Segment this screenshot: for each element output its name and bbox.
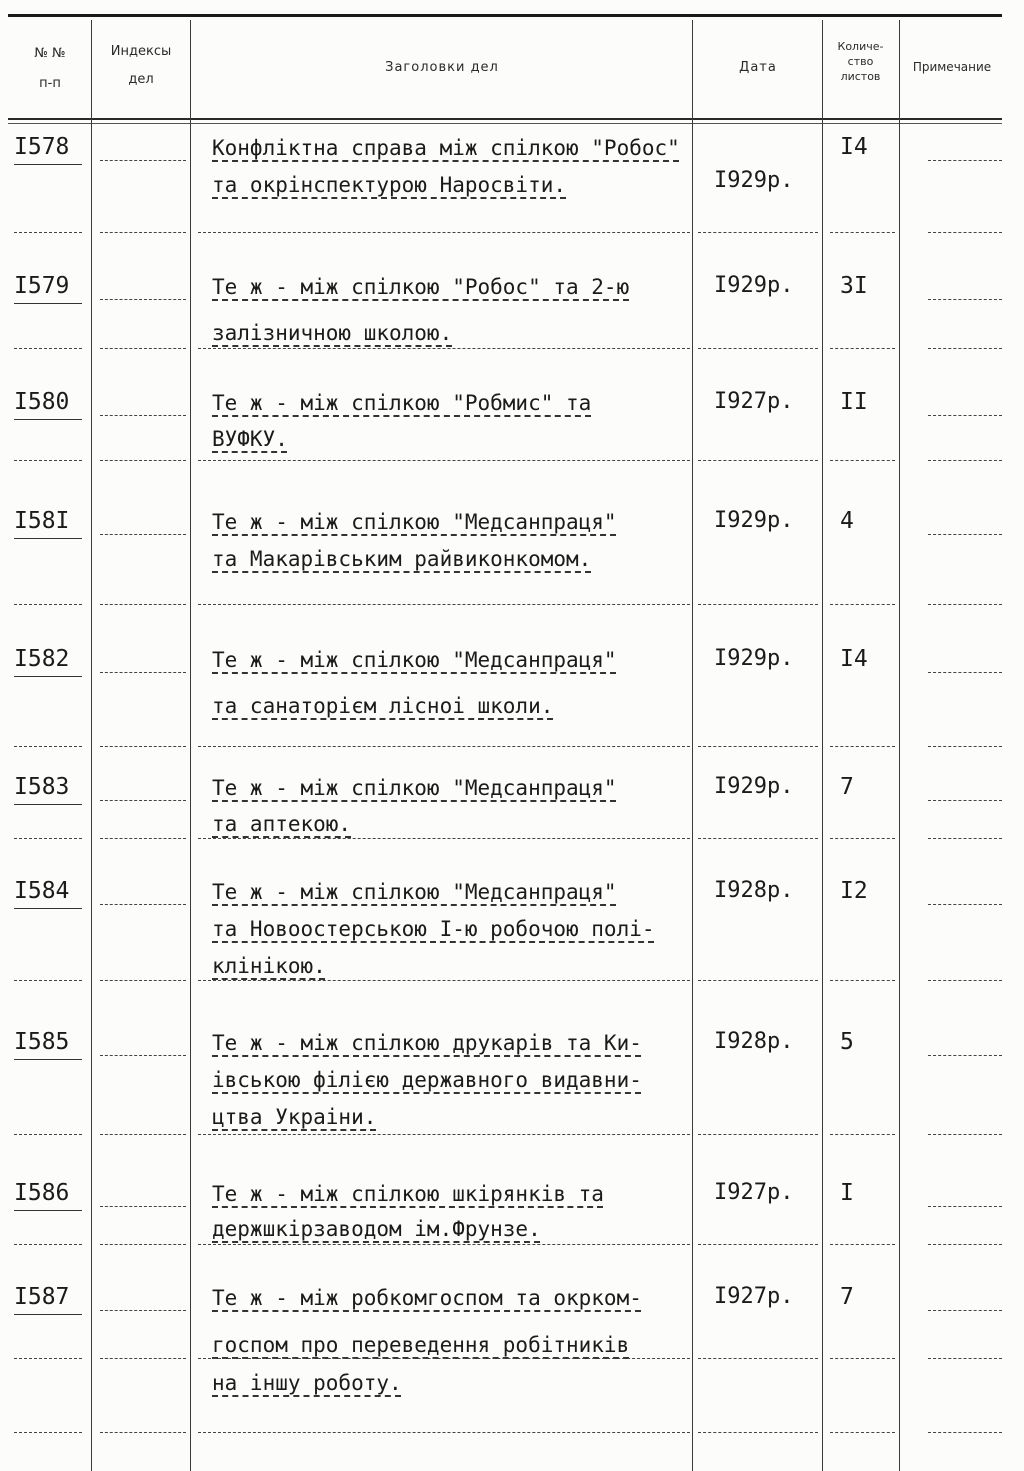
row-title-line: iвською фiлiєю державного видавни- bbox=[212, 1068, 642, 1092]
row-sheet-count: I2 bbox=[840, 878, 868, 904]
row-title-line: Те ж - мiж спiлкою друкарiв та Ки- bbox=[212, 1031, 642, 1055]
ruling-line bbox=[100, 1432, 186, 1433]
row-number: I583 bbox=[14, 774, 70, 800]
ruling-line bbox=[698, 460, 818, 461]
row-title-line: Те ж - мiж спiлкою "Робмис" та bbox=[212, 391, 592, 415]
ruling-line bbox=[198, 746, 690, 747]
ruling-line bbox=[14, 460, 82, 461]
ruling-line bbox=[928, 534, 1002, 535]
ruling-line bbox=[928, 904, 1002, 905]
row-date: I929р. bbox=[714, 508, 794, 533]
header-num-line1: № № bbox=[34, 46, 66, 61]
ruling-line bbox=[928, 1310, 1002, 1311]
header-index-line1: Индексы bbox=[110, 44, 172, 59]
ruling-line bbox=[928, 838, 1002, 839]
ruling-line bbox=[698, 232, 818, 233]
ruling-line bbox=[830, 838, 895, 839]
column-divider-date bbox=[822, 20, 823, 1471]
ruling-line bbox=[198, 348, 690, 349]
ruling-line bbox=[928, 1055, 1002, 1056]
ruling-line bbox=[830, 460, 895, 461]
ruling-line bbox=[100, 1055, 186, 1056]
ruling-line bbox=[14, 348, 82, 349]
row-title-line: на iншу роботу. bbox=[212, 1371, 402, 1395]
ruling-line bbox=[100, 415, 186, 416]
ruling-line bbox=[100, 1134, 186, 1135]
ruling-line bbox=[928, 604, 1002, 605]
header-index-line2: дел bbox=[128, 71, 154, 87]
ruling-line bbox=[698, 1244, 818, 1245]
ruling-line bbox=[14, 164, 82, 165]
ruling-line bbox=[14, 1432, 82, 1433]
ruling-line bbox=[14, 1244, 82, 1245]
row-date: I929р. bbox=[714, 273, 794, 298]
row-date: I928р. bbox=[714, 878, 794, 903]
row-title-line: та окрiнспектурою Наросвiти. bbox=[212, 173, 567, 197]
ruling-line bbox=[198, 1358, 690, 1359]
row-title-line: Конфлiктна справа мiж спiлкою "Робос" bbox=[212, 136, 680, 160]
row-title-line: Те ж - мiж спiлкою "Медсанпраця" bbox=[212, 880, 617, 904]
ruling-line bbox=[100, 232, 186, 233]
ruling-line bbox=[830, 604, 895, 605]
ruling-line bbox=[928, 1432, 1002, 1433]
ruling-line bbox=[928, 232, 1002, 233]
row-title-line: Те ж - мiж спiлкою "Робос" та 2-ю bbox=[212, 275, 630, 299]
ruling-line bbox=[100, 299, 186, 300]
ruling-line bbox=[698, 980, 818, 981]
row-title-line: та санаторiєм лiсноi школи. bbox=[212, 694, 554, 718]
header-index bbox=[94, 42, 188, 89]
ruling-line bbox=[14, 1358, 82, 1359]
header-titles: Заголовки дел bbox=[385, 60, 499, 75]
row-sheet-count: 7 bbox=[840, 774, 854, 800]
ruling-line bbox=[928, 1244, 1002, 1245]
row-sheet-count: II bbox=[840, 389, 868, 415]
ruling-line bbox=[830, 1432, 895, 1433]
ruling-line bbox=[14, 838, 82, 839]
row-date: I929р. bbox=[714, 168, 794, 193]
header-bottom-border bbox=[8, 118, 1002, 120]
ruling-line bbox=[830, 1358, 895, 1359]
ruling-line bbox=[14, 746, 82, 747]
ruling-line bbox=[928, 415, 1002, 416]
ruling-line bbox=[830, 980, 895, 981]
row-number: I580 bbox=[14, 389, 70, 415]
table-top-border bbox=[8, 14, 1002, 17]
ruling-line bbox=[14, 604, 82, 605]
ruling-line bbox=[928, 1206, 1002, 1207]
ruling-line bbox=[14, 419, 82, 420]
row-date: I929р. bbox=[714, 774, 794, 799]
row-number: I584 bbox=[14, 878, 70, 904]
column-divider-index bbox=[190, 20, 191, 1471]
ruling-line bbox=[928, 299, 1002, 300]
row-sheet-count: 3I bbox=[840, 273, 868, 299]
ruling-line bbox=[928, 460, 1002, 461]
row-title-line: держшкiрзаводом iм.Фрунзе. bbox=[212, 1217, 541, 1241]
ruling-line bbox=[198, 1134, 690, 1135]
ruling-line bbox=[830, 1244, 895, 1245]
ruling-line bbox=[198, 460, 690, 461]
row-title-line: Те ж - мiж спiлкою "Медсанпраця" bbox=[212, 510, 617, 534]
row-title-line: залiзничною школою. bbox=[212, 321, 453, 345]
ruling-line bbox=[198, 838, 690, 839]
row-number: I578 bbox=[14, 134, 70, 160]
row-date: I927р. bbox=[714, 389, 794, 414]
ruling-line bbox=[830, 232, 895, 233]
ruling-line bbox=[100, 1206, 186, 1207]
ruling-line bbox=[830, 746, 895, 747]
ruling-line bbox=[100, 534, 186, 535]
ruling-line bbox=[14, 303, 82, 304]
ruling-line bbox=[14, 538, 82, 539]
column-divider-title bbox=[692, 20, 693, 1471]
row-sheet-count: 7 bbox=[840, 1284, 854, 1310]
ruling-line bbox=[14, 676, 82, 677]
row-sheet-count: I4 bbox=[840, 134, 868, 160]
ruling-line bbox=[100, 1310, 186, 1311]
ruling-line bbox=[14, 908, 82, 909]
ruling-line bbox=[100, 746, 186, 747]
row-date: I928р. bbox=[714, 1029, 794, 1054]
ruling-line bbox=[100, 838, 186, 839]
ruling-line bbox=[14, 232, 82, 233]
header-num-line2: п-п bbox=[39, 75, 61, 91]
row-number: I587 bbox=[14, 1284, 70, 1310]
ruling-line bbox=[698, 1432, 818, 1433]
ruling-line bbox=[830, 1134, 895, 1135]
row-date: I927р. bbox=[714, 1284, 794, 1309]
row-title-line: ВУФКУ. bbox=[212, 427, 288, 451]
row-sheet-count: I4 bbox=[840, 646, 868, 672]
ruling-line bbox=[928, 160, 1002, 161]
row-sheet-count: 5 bbox=[840, 1029, 854, 1055]
ruling-line bbox=[928, 980, 1002, 981]
ruling-line bbox=[928, 1358, 1002, 1359]
row-title-line: Те ж - мiж робкомгоспом та окрком- bbox=[212, 1286, 642, 1310]
row-title-line: цтва Украiни. bbox=[212, 1105, 377, 1129]
ruling-line bbox=[198, 980, 690, 981]
row-date: I929р. bbox=[714, 646, 794, 671]
row-number: I586 bbox=[14, 1180, 70, 1206]
header-sheets-line1: Количе- bbox=[837, 40, 884, 53]
ruling-line bbox=[100, 800, 186, 801]
ruling-line bbox=[698, 604, 818, 605]
row-number: I579 bbox=[14, 273, 70, 299]
ruling-line bbox=[198, 1244, 690, 1245]
ruling-line bbox=[100, 348, 186, 349]
ruling-line bbox=[928, 348, 1002, 349]
ruling-line bbox=[928, 746, 1002, 747]
header-num bbox=[12, 44, 88, 93]
ruling-line bbox=[100, 160, 186, 161]
ruling-line bbox=[928, 1134, 1002, 1135]
header-sheets-line3: листов bbox=[840, 69, 881, 83]
row-date: I927р. bbox=[714, 1180, 794, 1205]
column-divider-sheets bbox=[899, 20, 900, 1471]
header-sheets bbox=[823, 40, 898, 85]
header-note: Примечание bbox=[912, 60, 992, 74]
column-divider-num bbox=[91, 20, 92, 1471]
ruling-line bbox=[928, 800, 1002, 801]
ruling-line bbox=[14, 1210, 82, 1211]
row-title-line: Те ж - мiж спiлкою "Медсанпраця" bbox=[212, 776, 617, 800]
ruling-line bbox=[14, 804, 82, 805]
ruling-line bbox=[698, 1358, 818, 1359]
row-sheet-count: I bbox=[840, 1180, 854, 1206]
ruling-line bbox=[100, 460, 186, 461]
header-date: Дата bbox=[739, 60, 777, 75]
ruling-line bbox=[698, 746, 818, 747]
ruling-line bbox=[100, 672, 186, 673]
row-title-line: госпом про переведення робiтникiв bbox=[212, 1333, 630, 1357]
ruling-line bbox=[100, 1358, 186, 1359]
ruling-line bbox=[928, 672, 1002, 673]
ruling-line bbox=[100, 904, 186, 905]
row-title-line: та Новоостерською I-ю робочою полi- bbox=[212, 917, 655, 941]
ruling-line bbox=[698, 1134, 818, 1135]
ruling-line bbox=[14, 1134, 82, 1135]
header-sheets-line2: ство bbox=[847, 54, 874, 68]
row-title-line: та аптекою. bbox=[212, 812, 352, 836]
ruling-line bbox=[830, 348, 895, 349]
ruling-line bbox=[698, 838, 818, 839]
ruling-line bbox=[14, 980, 82, 981]
row-title-line: Те ж - мiж спiлкою шкiрянкiв та bbox=[212, 1182, 604, 1206]
ruling-line bbox=[14, 1059, 82, 1060]
header-bottom-border-secondary bbox=[8, 123, 1002, 124]
ruling-line bbox=[698, 348, 818, 349]
ruling-line bbox=[100, 1244, 186, 1245]
ruling-line bbox=[198, 232, 690, 233]
ruling-line bbox=[14, 1314, 82, 1315]
ruling-line bbox=[198, 604, 690, 605]
row-number: I58I bbox=[14, 508, 70, 534]
ruling-line bbox=[100, 604, 186, 605]
row-title-line: та Макарiвським райвиконкомом. bbox=[212, 547, 592, 571]
ruling-line bbox=[100, 980, 186, 981]
row-sheet-count: 4 bbox=[840, 508, 854, 534]
ruling-line bbox=[198, 1432, 690, 1433]
row-number: I582 bbox=[14, 646, 70, 672]
row-title-line: клiнiкою. bbox=[212, 954, 326, 978]
row-number: I585 bbox=[14, 1029, 70, 1055]
row-title-line: Те ж - мiж спiлкою "Медсанпраця" bbox=[212, 648, 617, 672]
